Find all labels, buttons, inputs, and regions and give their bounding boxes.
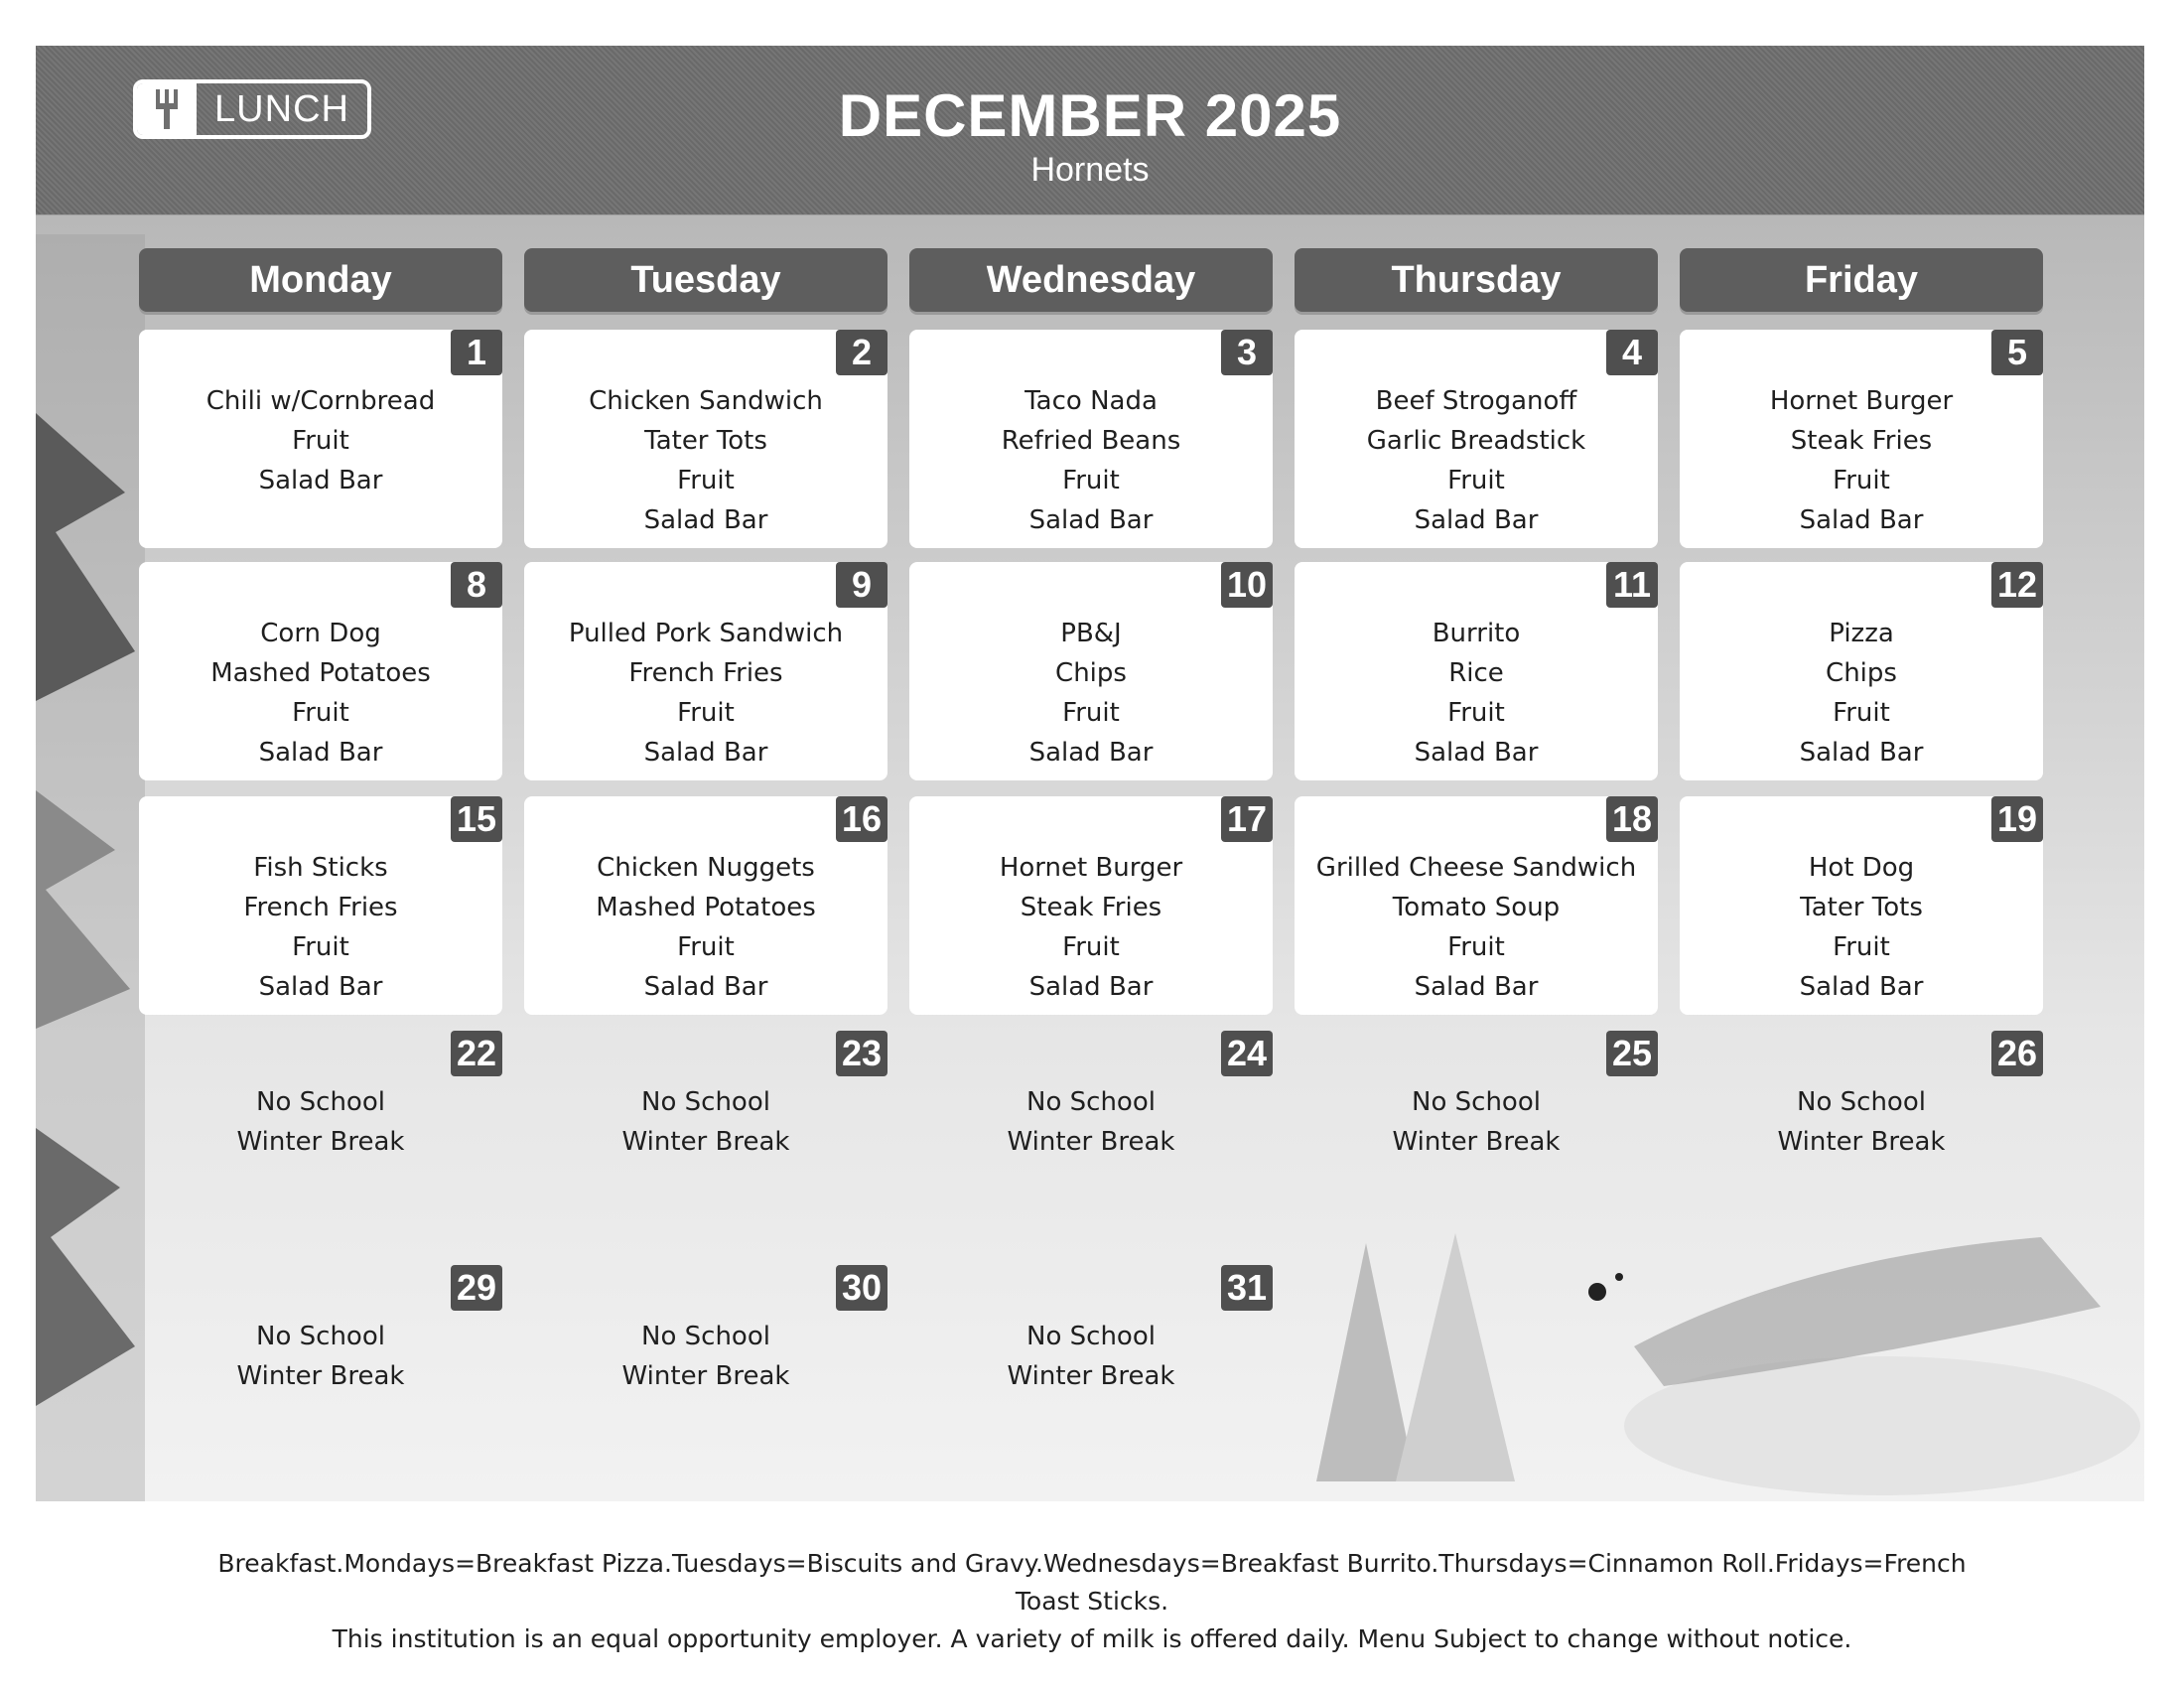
menu-item: Tater Tots [644,426,767,456]
footer-notes [189,1545,1995,1658]
menu-item: Salad Bar [1414,505,1539,535]
menu-item: Chips [1055,658,1127,688]
day-cell [909,1031,1273,1249]
menu-item: No School [256,1087,385,1117]
menu-item: Winter Break [621,1361,790,1391]
day-cell [139,330,502,548]
date-number: 11 [1606,562,1658,608]
menu-item: Fruit [292,932,349,962]
day-cell [909,796,1273,1015]
menu-item: Chips [1826,658,1897,688]
menu-item: Hornet Burger [999,853,1183,883]
day-cell [1295,1031,1658,1249]
menu-list [1680,1082,2043,1162]
menu-item: Winter Break [1777,1127,1946,1157]
menu-item: Fruit [1833,932,1890,962]
date-number: 19 [1991,796,2043,842]
menu-item: Salad Bar [258,466,383,495]
menu-item: Steak Fries [1790,426,1933,456]
menu-item: Salad Bar [1799,505,1924,535]
menu-item: Tater Tots [1800,893,1923,922]
date-number: 23 [836,1031,887,1076]
menu-item: Fruit [292,426,349,456]
menu-item: Salad Bar [1799,738,1924,768]
menu-item: Taco Nada [1024,386,1158,416]
menu-list [524,1317,887,1396]
day-header-wednesday: Wednesday [909,248,1273,312]
menu-item: Fruit [1062,932,1120,962]
menu-item: No School [1026,1322,1156,1351]
menu-item: Winter Break [236,1127,405,1157]
date-number: 10 [1221,562,1273,608]
menu-list [139,1317,502,1396]
menu-list [909,381,1273,540]
menu-item: Pulled Pork Sandwich [568,619,844,648]
menu-item: Chicken Sandwich [589,386,823,416]
day-header-monday: Monday [139,248,502,312]
menu-item: Rice [1448,658,1504,688]
day-cell [139,562,502,780]
day-cell [1680,330,2043,548]
date-number: 30 [836,1265,887,1311]
menu-item: Salad Bar [643,505,768,535]
menu-item: Garlic Breadstick [1366,426,1586,456]
calendar-header [36,46,2144,214]
menu-item: Chili w/Cornbread [205,386,436,416]
menu-list [139,848,502,1007]
menu-item: Winter Break [1392,1127,1561,1157]
menu-list [524,848,887,1007]
date-number: 16 [836,796,887,842]
date-number: 22 [451,1031,502,1076]
menu-item: Fish Sticks [253,853,388,883]
menu-list [139,614,502,773]
menu-item: Fruit [677,932,735,962]
menu-item: Salad Bar [1028,738,1154,768]
date-number: 24 [1221,1031,1273,1076]
tree-decoration-left [36,234,145,1501]
date-number: 12 [1991,562,2043,608]
date-number: 31 [1221,1265,1273,1311]
menu-item: Winter Break [236,1361,405,1391]
page-title: DECEMBER 2025 [838,82,1342,149]
menu-item: No School [256,1322,385,1351]
day-cell [524,562,887,780]
menu-item: Mashed Potatoes [596,893,816,922]
day-cell [1680,562,2043,780]
day-header-friday: Friday [1680,248,2043,312]
menu-item: No School [641,1322,770,1351]
menu-item: French Fries [628,658,783,688]
menu-list [909,614,1273,773]
menu-list [909,1082,1273,1162]
day-cell [909,562,1273,780]
menu-item: Hot Dog [1808,853,1915,883]
day-cell [1295,330,1658,548]
menu-list [1295,614,1658,773]
date-number: 8 [451,562,502,608]
menu-list [1680,614,2043,773]
day-cell [1295,562,1658,780]
date-number: 29 [451,1265,502,1311]
day-cell [139,796,502,1015]
menu-item: Salad Bar [1414,972,1539,1002]
day-cell [524,796,887,1015]
day-cell [1680,1031,2043,1249]
menu-list [524,1082,887,1162]
menu-item: Winter Break [1007,1361,1175,1391]
menu-item: Pizza [1829,619,1894,648]
menu-list [909,1317,1273,1396]
disclaimer: This institution is an equal opportunity employer. A variety of milk is offered daily. Menu Subject to change without notice. [332,1624,1852,1653]
menu-item: Fruit [1447,466,1505,495]
menu-item: No School [1412,1087,1541,1117]
menu-item: No School [1797,1087,1926,1117]
menu-list [1295,381,1658,540]
menu-item: Salad Bar [258,738,383,768]
menu-item: Fruit [677,466,735,495]
menu-item: Salad Bar [643,738,768,768]
menu-item: Fruit [1062,698,1120,728]
menu-item: Grilled Cheese Sandwich [1315,853,1637,883]
menu-item: French Fries [243,893,398,922]
date-number: 25 [1606,1031,1658,1076]
date-number: 26 [1991,1031,2043,1076]
day-header-tuesday: Tuesday [524,248,887,312]
date-number: 9 [836,562,887,608]
menu-item: Burrito [1432,619,1521,648]
day-cell [524,1265,887,1483]
menu-item: Mashed Potatoes [210,658,431,688]
lunch-label: LUNCH [214,87,349,130]
menu-item: No School [641,1087,770,1117]
day-cell [139,1031,502,1249]
menu-list [524,381,887,540]
menu-item: Chicken Nuggets [597,853,815,883]
menu-item: Salad Bar [1028,505,1154,535]
menu-list [1295,1082,1658,1162]
page-subtitle: Hornets [1030,151,1150,189]
date-number: 18 [1606,796,1658,842]
menu-item: Salad Bar [258,972,383,1002]
date-number: 4 [1606,330,1658,375]
menu-item: Fruit [292,698,349,728]
date-number: 3 [1221,330,1273,375]
date-number: 15 [451,796,502,842]
menu-list [1680,848,2043,1007]
day-cell [909,330,1273,548]
menu-item: Hornet Burger [1769,386,1954,416]
menu-item: Steak Fries [1020,893,1162,922]
day-header-thursday: Thursday [1295,248,1658,312]
date-number: 1 [451,330,502,375]
menu-list [524,614,887,773]
menu-item: Salad Bar [1028,972,1154,1002]
menu-item: PB&J [1060,619,1122,648]
day-cell [1295,796,1658,1015]
menu-item: Tomato Soup [1392,893,1561,922]
menu-item: Refried Beans [1001,426,1181,456]
date-number: 5 [1991,330,2043,375]
menu-item: Fruit [677,698,735,728]
menu-item: Fruit [1447,932,1505,962]
breakfast-note: Breakfast.Mondays=Breakfast Pizza.Tuesdays=Biscuits and Gravy.Wednesdays=Breakfast Burrito.Thursdays=Cinnamon Roll.Fridays=French Toast Sticks. [217,1549,1967,1616]
day-cell [524,1031,887,1249]
menu-item: Fruit [1062,466,1120,495]
menu-item: Fruit [1833,466,1890,495]
menu-list [139,1082,502,1162]
menu-item: Corn Dog [260,619,381,648]
date-number: 2 [836,330,887,375]
menu-list [1680,381,2043,540]
day-cell [139,1265,502,1483]
menu-item: Winter Break [1007,1127,1175,1157]
menu-list [909,848,1273,1007]
date-number: 17 [1221,796,1273,842]
day-cell [524,330,887,548]
calendar-sheet [36,46,2144,1501]
day-cell [1680,796,2043,1015]
menu-item: Salad Bar [643,972,768,1002]
menu-item: Salad Bar [1414,738,1539,768]
day-cell [909,1265,1273,1483]
menu-list [139,381,502,500]
menu-list [1295,848,1658,1007]
menu-item: Salad Bar [1799,972,1924,1002]
menu-item: Beef Stroganoff [1375,386,1577,416]
menu-item: Fruit [1833,698,1890,728]
menu-item: No School [1026,1087,1156,1117]
menu-item: Fruit [1447,698,1505,728]
menu-item: Winter Break [621,1127,790,1157]
